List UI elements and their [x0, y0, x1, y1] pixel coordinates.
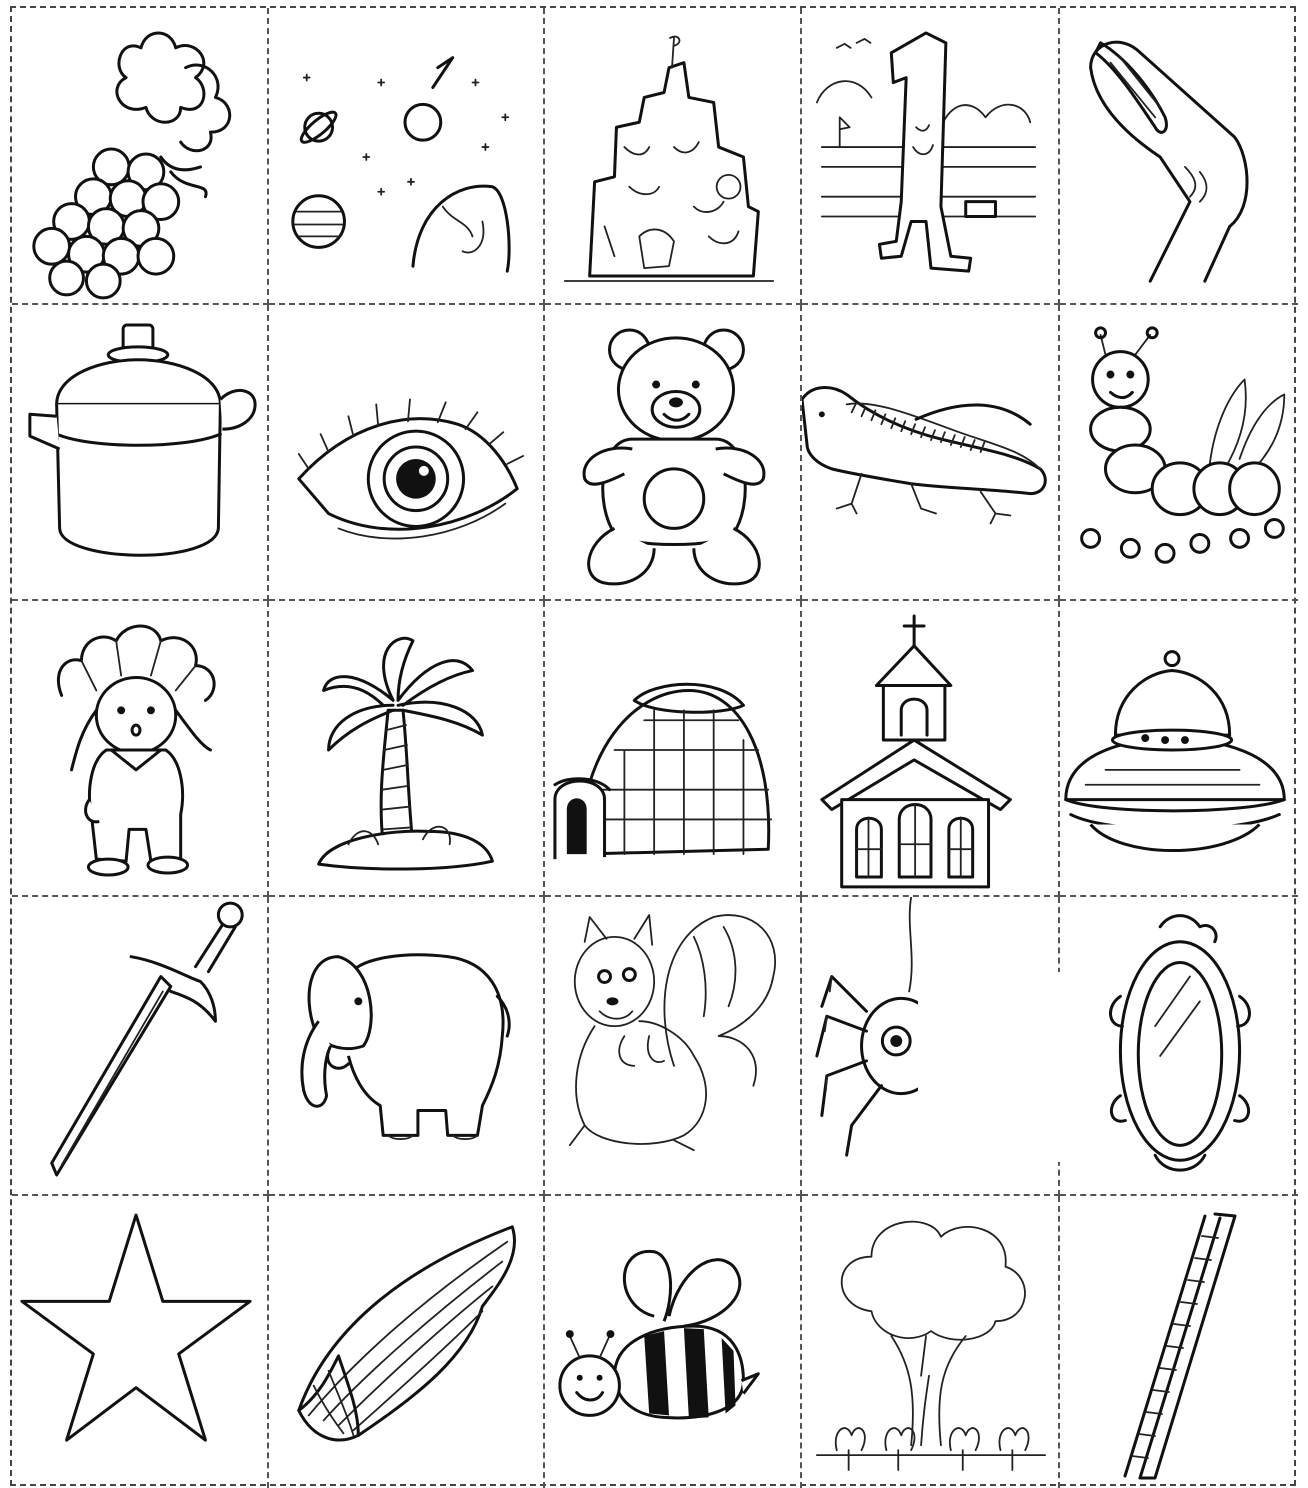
grapes-icon [12, 8, 267, 303]
bee-icon [545, 1196, 800, 1488]
blank-patch [918, 972, 1060, 1162]
card-tree [802, 1196, 1060, 1488]
child-in-headdress-icon [12, 601, 267, 895]
mirror-icon [1060, 897, 1298, 1194]
squirrel-icon [545, 897, 800, 1194]
caterpillar-icon [1060, 305, 1298, 599]
card-elephant [269, 897, 545, 1196]
card-grapes [12, 8, 269, 305]
cooking-pot-icon [12, 305, 267, 599]
star-icon [12, 1196, 267, 1488]
ladder-icon [1060, 1196, 1298, 1488]
planets-space-icon [269, 8, 543, 303]
card-caterpillar [1060, 305, 1298, 601]
card-church [802, 601, 1060, 897]
card-eye [269, 305, 545, 601]
ufo-icon [1060, 601, 1298, 895]
palm-tree-icon [269, 601, 543, 895]
eye-icon [269, 305, 543, 599]
card-child-headdress [12, 601, 269, 897]
card-number-one [802, 8, 1060, 305]
card-planets [269, 8, 545, 305]
card-mirror [1060, 897, 1298, 1196]
card-teddy-bear [545, 305, 802, 601]
card-igloo [545, 601, 802, 897]
card-sword [12, 897, 269, 1196]
card-bee [545, 1196, 802, 1488]
sandcastle-icon [545, 8, 800, 303]
card-wing [269, 1196, 545, 1488]
card-pot [12, 305, 269, 601]
igloo-icon [545, 601, 800, 895]
card-iguana [802, 305, 1060, 601]
card-star [12, 1196, 269, 1488]
wing-icon [269, 1196, 543, 1488]
iguana-icon [802, 305, 1058, 599]
picture-grid [10, 6, 1296, 1486]
card-palm-tree [269, 601, 545, 897]
card-fingernail [1060, 8, 1298, 305]
fingernail-icon [1060, 8, 1298, 303]
card-squirrel [545, 897, 802, 1196]
card-sandcastle [545, 8, 802, 305]
sword-icon [12, 897, 267, 1194]
card-ladder [1060, 1196, 1298, 1488]
elephant-icon [269, 897, 543, 1194]
teddy-bear-icon [545, 305, 800, 599]
church-icon [802, 601, 1058, 895]
tree-icon [802, 1196, 1058, 1488]
number-one-character-icon [802, 8, 1058, 303]
card-ufo [1060, 601, 1298, 897]
